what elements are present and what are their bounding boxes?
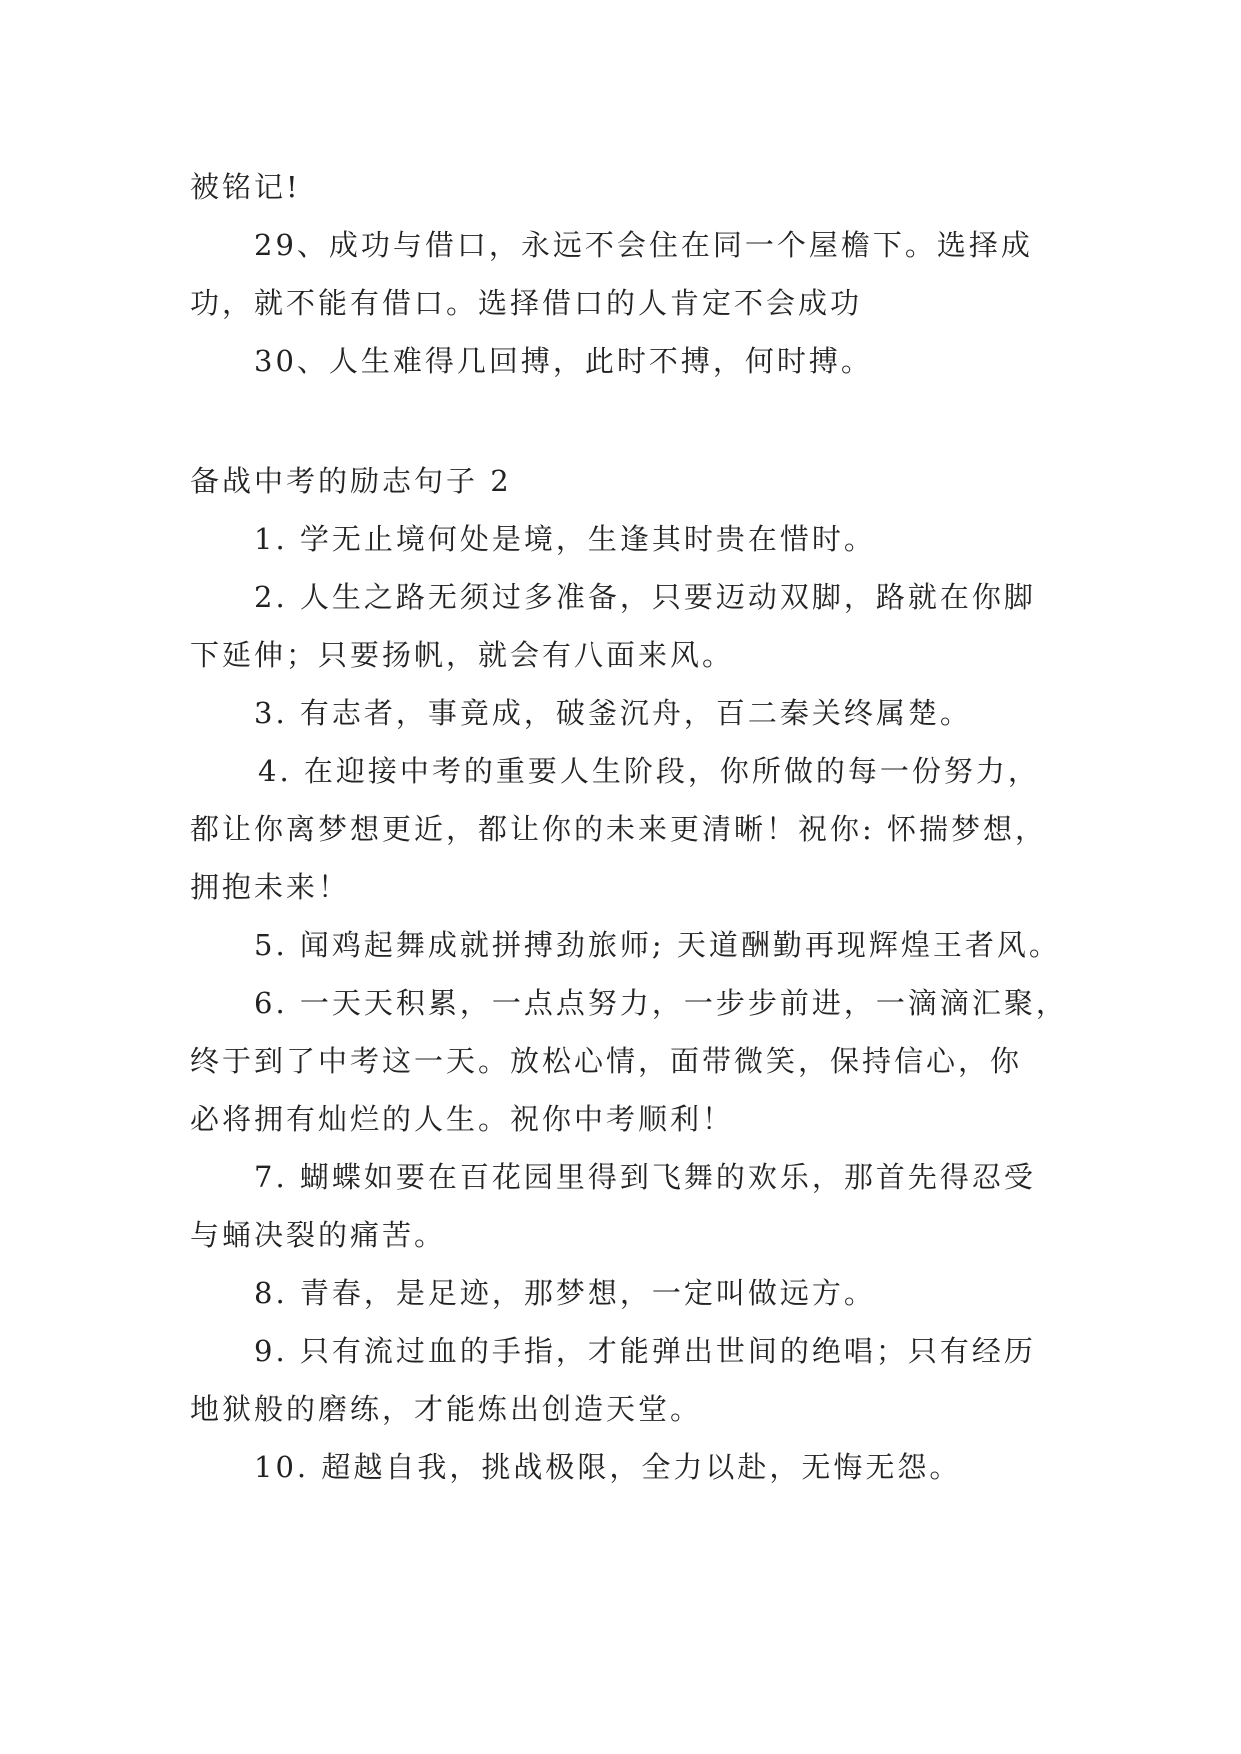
document-body bbox=[190, 158, 1068, 1496]
sentence-7-line-1: 7. 蝴蝶如要在百花园里得到飞舞的欢乐，那首先得忍受 bbox=[254, 1160, 1036, 1194]
sentence-6-line-2: 终于到了中考这一天。放松心情，面带微笑，保持信心，你 bbox=[190, 1044, 1023, 1078]
sentence-3: 3. 有志者，事竟成，破釜沉舟，百二秦关终属楚。 bbox=[254, 696, 972, 730]
sentence-7-line-2: 与蛹决裂的痛苦。 bbox=[190, 1218, 447, 1252]
sentence-10: 10. 超越自我，挑战极限，全力以赴，无悔无怨。 bbox=[254, 1450, 962, 1484]
item-30: 30、人生难得几回搏，此时不搏，何时搏。 bbox=[254, 344, 873, 378]
sentence-1: 1. 学无止境何处是境，生逢其时贵在惜时。 bbox=[254, 522, 876, 556]
sentence-9-line-2: 地狱般的磨练，才能炼出创造天堂。 bbox=[190, 1392, 703, 1426]
section-title: 备战中考的励志句子 2 bbox=[190, 464, 512, 498]
item-29-line-2: 功，就不能有借口。选择借口的人肯定不会成功 bbox=[190, 286, 863, 320]
sentence-8: 8. 青春，是足迹，那梦想，一定叫做远方。 bbox=[254, 1276, 876, 1310]
sentence-4-line-3: 拥抱未来！ bbox=[190, 870, 351, 904]
item-29-line-1: 29、成功与借口，永远不会住在同一个屋檐下。选择成 bbox=[254, 228, 1033, 262]
sentence-4-line-1: 4. 在迎接中考的重要人生阶段，你所做的每一份努力， bbox=[258, 754, 1040, 788]
sentence-9-line-1: 9. 只有流过血的手指，才能弹出世间的绝唱；只有经历 bbox=[254, 1334, 1036, 1368]
sentence-6-line-1: 6. 一天天积累，一点点努力，一步步前进，一滴滴汇聚， bbox=[254, 986, 1068, 1020]
sentence-2-line-2: 下延伸；只要扬帆，就会有八面来风。 bbox=[190, 638, 735, 672]
continuation-line: 被铭记! bbox=[190, 170, 301, 204]
sentence-2-line-1: 2. 人生之路无须过多准备，只要迈动双脚，路就在你脚 bbox=[254, 580, 1036, 614]
sentence-4-line-2: 都让你离梦想更近，都让你的未来更清晰！祝你: 怀揣梦想， bbox=[190, 812, 1047, 846]
sentence-6-line-3: 必将拥有灿烂的人生。祝你中考顺利！ bbox=[190, 1102, 735, 1136]
sentence-5: 5. 闻鸡起舞成就拼搏劲旅师; 天道酬勤再现辉煌王者风。 bbox=[254, 928, 1061, 962]
